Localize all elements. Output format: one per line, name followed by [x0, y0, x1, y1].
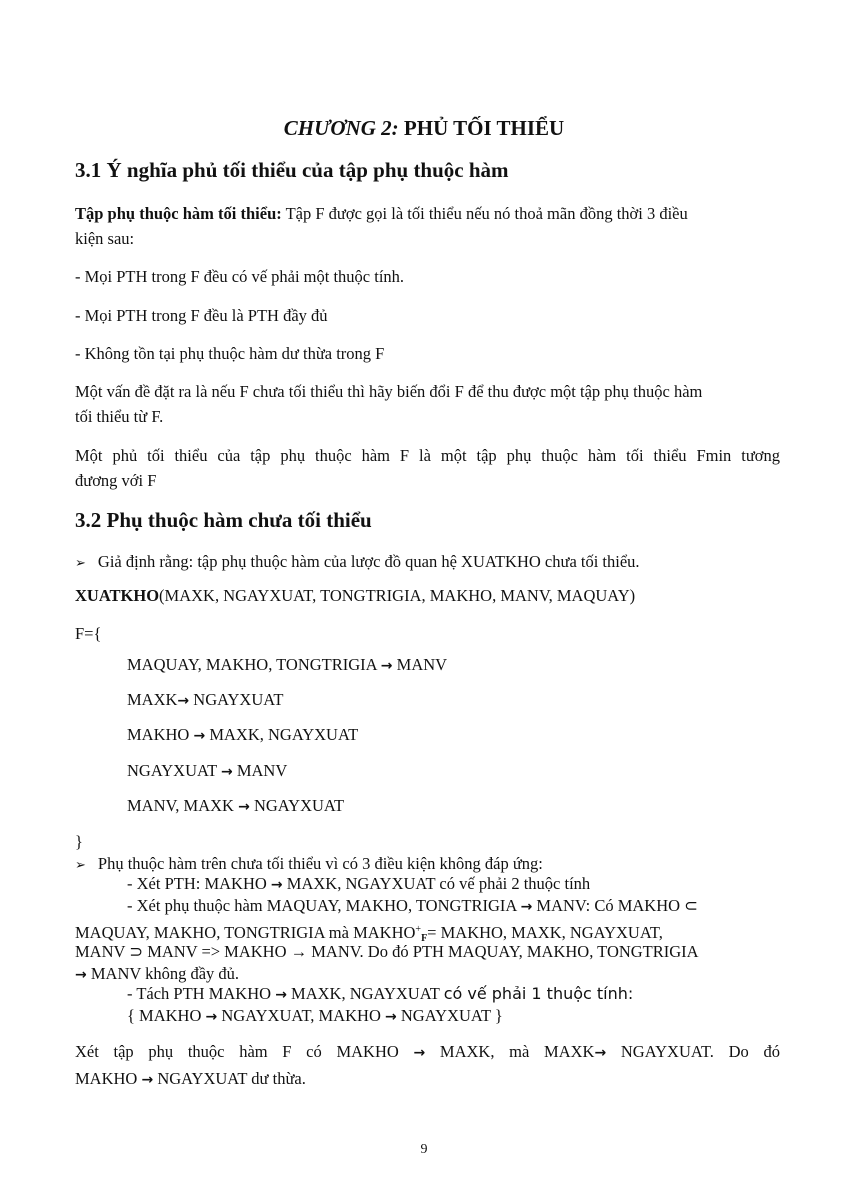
right-arrow-icon: →	[520, 899, 533, 915]
fd-item	[127, 761, 287, 781]
fd-rhs: NGAYXUAT	[193, 690, 284, 709]
schema-attributes: (MAXK, NGAYXUAT, TONGTRIGIA, MAKHO, MANV, MAQUAY)	[159, 586, 636, 605]
bullet-arrow-icon: ➢	[75, 556, 86, 571]
check-1-text: MAXK, NGAYXUAT có vế phải 2 thuộc tính	[286, 874, 591, 893]
paragraph-2-line-2: đương với F	[75, 471, 157, 490]
assumption-text: Giả định rằng: tập phụ thuộc hàm của lược đồ quan hệ XUATKHO chưa tối thiểu.	[97, 552, 640, 571]
right-arrow-icon: →	[193, 728, 206, 744]
right-arrow-icon: →	[220, 764, 233, 780]
paragraph-3-text: Xét tập phụ thuộc hàm F có MAKHO	[75, 1042, 399, 1061]
closure-sub: F	[421, 933, 428, 944]
split-set-text: NGAYXUAT }	[400, 1006, 503, 1025]
check-3	[127, 984, 633, 1004]
right-arrow-icon: →	[141, 1072, 154, 1088]
fd-lhs: NGAYXUAT	[127, 761, 217, 780]
paragraph-3-line-1	[75, 1040, 780, 1065]
check-2-line-3: MANV ⊃ MANV => MAKHO → MANV. Do đó PTH MAQUAY, MAKHO, TONGTRIGIA	[75, 942, 699, 961]
right-arrow-icon: →	[275, 987, 287, 1003]
closure-sup: +	[415, 924, 422, 935]
paragraph-1-line-1: Một vấn đề đặt ra là nếu F chưa tối thiểu thì hãy biến đổi F để thu được một tập phụ thuộc hàm	[75, 382, 703, 401]
check-1	[127, 874, 590, 894]
check-3-text: MAXK, NGAYXUAT	[291, 984, 440, 1003]
fd-lhs: MANV, MAXK	[127, 796, 234, 815]
section-3-2-heading: 3.2 Phụ thuộc hàm chưa tối thiểu	[75, 508, 372, 532]
fd-rhs: NGAYXUAT	[253, 796, 345, 815]
right-arrow-icon: →	[238, 799, 250, 815]
check-1-text: - Xét PTH: MAKHO	[127, 874, 267, 893]
fd-rhs: MANV	[396, 655, 448, 674]
fd-set-open: F={	[75, 624, 102, 643]
right-arrow-icon: →	[385, 1009, 397, 1025]
right-arrow-icon: →	[177, 693, 190, 709]
fd-lhs: MAQUAY, MAKHO, TONGTRIGIA	[127, 655, 377, 674]
condition-2: - Mọi PTH trong F đều là PTH đầy đủ	[75, 306, 328, 325]
check-2-text: MANV không đầy đủ.	[90, 964, 240, 983]
fd-rhs: MAXK, NGAYXUAT	[209, 725, 359, 744]
right-arrow-icon: →	[205, 1009, 218, 1025]
paragraph-3-line-2	[75, 1067, 780, 1092]
chapter-name: PHỦ TỐI THIỂU	[403, 116, 565, 140]
check-2-text: MAQUAY, MAKHO, TONGTRIGIA mà MAKHO	[75, 923, 416, 942]
paragraph-3-text: NGAYXUAT dư thừa.	[157, 1069, 306, 1088]
fd-rhs: MANV	[236, 761, 288, 780]
chapter-label: CHƯƠNG 2:	[283, 116, 399, 140]
condition-1: - Mọi PTH trong F đều có vế phải một thuộc tính.	[75, 267, 405, 286]
right-arrow-icon: →	[75, 967, 87, 983]
right-arrow-icon: →	[594, 1045, 607, 1061]
right-arrow-icon: →	[380, 658, 393, 674]
right-arrow-icon: →	[413, 1045, 426, 1061]
fd-item	[127, 796, 344, 816]
check-2-text: = MAKHO, MAXK, NGAYXUAT,	[427, 923, 663, 942]
fd-set-close: }	[75, 832, 83, 851]
assumption-bullet	[75, 550, 780, 576]
reason-text: Phụ thuộc hàm trên chưa tối thiểu vì có 3 điều kiện không đáp ứng:	[97, 854, 543, 873]
split-set	[127, 1006, 503, 1026]
paragraph-3-text: MAXK, mà MAXK	[439, 1042, 595, 1061]
schema-line	[75, 584, 780, 608]
check-2-text: - Xét phụ thuộc hàm MAQUAY, MAKHO, TONGTRIGIA	[127, 896, 517, 915]
definition-text: Tập F được gọi là tối thiểu nếu nó thoả mãn đồng thời 3 điều	[285, 204, 688, 223]
check-2-text: MANV: Có MAKHO ⊂	[536, 896, 698, 915]
fd-lhs: MAXK	[127, 690, 178, 709]
chapter-title	[0, 116, 848, 141]
definition-line-2: kiện sau:	[75, 229, 135, 248]
section-3-1-heading: 3.1 Ý nghĩa phủ tối thiểu của tập phụ thuộc hàm	[75, 158, 509, 182]
check-3-text: - Tách PTH MAKHO	[127, 984, 272, 1003]
check-3-text: có vế phải 1 thuộc tính:	[443, 984, 634, 1003]
fd-lhs: MAKHO	[127, 725, 190, 744]
definition-line-1	[75, 202, 780, 226]
definition-term: Tập phụ thuộc hàm tối thiểu:	[75, 204, 282, 223]
fd-item	[127, 655, 447, 675]
bullet-arrow-icon: ➢	[75, 858, 86, 873]
split-set-text: { MAKHO	[127, 1006, 202, 1025]
paragraph-3-text: MAKHO	[75, 1069, 138, 1088]
condition-3: - Không tồn tại phụ thuộc hàm dư thừa trong F	[75, 344, 385, 363]
right-arrow-icon: →	[270, 877, 283, 893]
fd-item	[127, 690, 283, 710]
split-set-text: NGAYXUAT, MAKHO	[221, 1006, 381, 1025]
check-2-line-1	[127, 896, 780, 916]
schema-name: XUATKHO	[75, 586, 160, 605]
page-number: 9	[420, 1142, 428, 1157]
fd-item	[127, 725, 358, 745]
paragraph-3-text: NGAYXUAT. Do đó	[620, 1042, 781, 1061]
paragraph-1-line-2: tối thiểu từ F.	[75, 407, 164, 426]
paragraph-2-line-1: Một phủ tối thiểu của tập phụ thuộc hàm F là một tập phụ thuộc hàm tối thiểu Fmin tương	[75, 446, 780, 465]
